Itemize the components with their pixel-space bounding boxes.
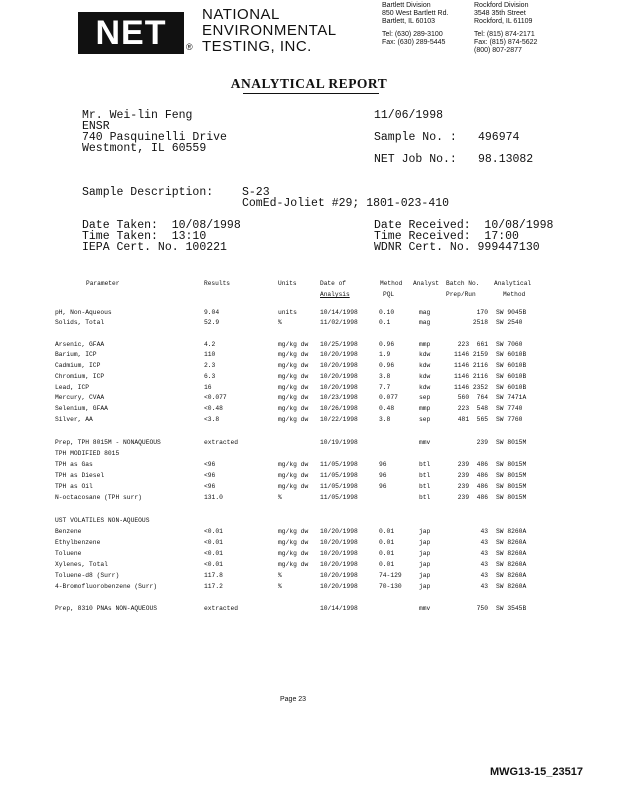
date-taken: Date Taken: 10/08/1998 [82, 219, 241, 232]
cell-batch: 43 [480, 572, 488, 579]
cell-batch: 481 565 [457, 416, 488, 423]
cell-batch: 43 [480, 561, 488, 568]
cell-units: mg/kg dw [278, 528, 309, 535]
cell-date: 10/20/1998 [320, 572, 358, 579]
cell-parameter: 4-Bromofluorobenzene (Surr) [55, 583, 158, 590]
registered-mark: ® [186, 42, 193, 52]
cell-method: SW 7760 [496, 416, 523, 423]
cell-parameter: Prep, 8310 PNAs NON-AQUEOUS [55, 605, 158, 612]
cell-date: 10/20/1998 [320, 362, 358, 369]
cell-analyst: btl [419, 494, 431, 501]
cell-parameter: Silver, AA [55, 416, 93, 423]
cell-pql: 74-129 [379, 572, 402, 579]
cell-method: SW 8015M [496, 461, 527, 468]
cell-method: SW 9045B [496, 309, 527, 316]
cell-result: 4.2 [204, 341, 216, 348]
job-no-value: 98.13082 [478, 153, 534, 166]
cell-result: <96 [204, 461, 216, 468]
time-received: Time Received: 17:00 [374, 230, 519, 243]
cell-pql: 0.01 [379, 528, 395, 535]
cell-units: % [278, 319, 282, 326]
client-name: Mr. Wei-lin Feng [82, 109, 193, 122]
cell-pql: 70-130 [379, 583, 402, 590]
cell-pql: 3.8 [379, 416, 391, 423]
bartlett-line: 850 West Bartlett Rd. [382, 10, 449, 18]
cell-units: mg/kg dw [278, 384, 309, 391]
col-method-2: Method [503, 291, 526, 298]
cell-result: extracted [204, 439, 239, 446]
cell-method: SW 8015M [496, 494, 527, 501]
cell-date: 10/20/1998 [320, 561, 358, 568]
cell-date: 10/20/1998 [320, 351, 358, 358]
cell-method: SW 7060 [496, 341, 523, 348]
rockford-line: (800) 807-2877 [474, 47, 522, 55]
cell-units: mg/kg dw [278, 351, 309, 358]
cell-units: mg/kg dw [278, 472, 309, 479]
cell-parameter: Solids, Total [55, 319, 105, 326]
cell-batch: 1146 2116 [453, 373, 488, 380]
cell-parameter: Chromium, ICP [55, 373, 105, 380]
cell-date: 10/22/1998 [320, 416, 358, 423]
cell-units: mg/kg dw [278, 405, 309, 412]
company-line-1: NATIONAL [202, 6, 280, 23]
cell-analyst: btl [419, 483, 431, 490]
cell-analyst: jap [419, 528, 431, 535]
cell-units: units [278, 309, 297, 316]
cell-date: 10/20/1998 [320, 539, 358, 546]
cell-pql: 0.96 [379, 341, 395, 348]
net-logo: NET [78, 12, 184, 54]
col-pql: PQL [383, 291, 395, 298]
cell-parameter: TPH as Diesel [55, 472, 105, 479]
cell-pql: 96 [379, 461, 387, 468]
bartlett-line: Bartlett, IL 60103 [382, 18, 436, 26]
cell-batch: 43 [480, 539, 488, 546]
cell-method: SW 6010B [496, 351, 527, 358]
cell-analyst: jap [419, 561, 431, 568]
cell-analyst: mmp [419, 341, 431, 348]
bartlett-division-address [382, 2, 448, 47]
cell-result: 117.8 [204, 572, 223, 579]
cell-method: SW 7740 [496, 405, 523, 412]
cell-parameter: pH, Non-Aqueous [55, 309, 112, 316]
rockford-line: Tel: (815) 874-2171 [474, 30, 535, 38]
cell-pql: 0.1 [379, 319, 391, 326]
cell-batch: 223 661 [457, 341, 488, 348]
cell-pql: 1.9 [379, 351, 391, 358]
cell-date: 11/05/1998 [320, 483, 358, 490]
job-no-label: NET Job No.: [374, 153, 457, 166]
cell-units: mg/kg dw [278, 539, 309, 546]
cell-result: <96 [204, 472, 216, 479]
date-received: Date Received: 10/08/1998 [374, 219, 554, 232]
report-title: ANALYTICAL REPORT [230, 76, 388, 91]
cell-analyst: jap [419, 572, 431, 579]
cell-pql: 0.96 [379, 362, 395, 369]
cell-analyst: sep [419, 416, 431, 423]
cell-analyst: kdw [419, 384, 431, 391]
cell-result: 6.3 [204, 373, 216, 380]
cell-result: 16 [204, 384, 212, 391]
rockford-line: Rockford, IL 61109 [474, 18, 533, 26]
sample-description-label: Sample Description: [82, 186, 214, 199]
cell-parameter: Benzene [55, 528, 82, 535]
bartlett-line: Bartlett Division [382, 2, 431, 9]
cell-pql: 0.077 [379, 394, 398, 401]
cell-analyst: mmv [419, 605, 431, 612]
cell-method: SW 8015M [496, 439, 527, 446]
cell-batch: 1146 2352 [453, 384, 488, 391]
document-id: MWG13-15_23517 [490, 766, 583, 778]
col-batch-no: Batch No. [446, 280, 480, 287]
cell-result: <0.48 [204, 405, 223, 412]
cell-batch: 43 [480, 583, 488, 590]
rockford-division-address [474, 2, 537, 55]
sample-description-site: ComEd-Joliet #29; 1801-023-410 [242, 197, 450, 210]
cell-units: % [278, 572, 282, 579]
col-method: Method [380, 280, 403, 287]
cell-method: SW 8260A [496, 561, 527, 568]
cell-analyst: mmv [419, 439, 431, 446]
cell-result: <96 [204, 483, 216, 490]
cell-analyst: kdw [419, 351, 431, 358]
cell-parameter: Toluene [55, 550, 82, 557]
cell-date: 10/20/1998 [320, 373, 358, 380]
sample-no-label: Sample No. : [374, 131, 457, 144]
bartlett-line: Fax: (630) 289-5445 [382, 38, 446, 46]
cell-method: SW 7471A [496, 394, 527, 401]
cell-parameter: Ethylbenzene [55, 539, 101, 546]
cell-pql: 96 [379, 472, 387, 479]
cell-analyst: mmp [419, 405, 431, 412]
cell-batch: 43 [480, 550, 488, 557]
sample-no-value: 496974 [478, 131, 520, 144]
cell-result: <0.077 [204, 394, 227, 401]
cell-result: 2.3 [204, 362, 216, 369]
cell-method: SW 8260A [496, 572, 527, 579]
cell-method: SW 6010B [496, 373, 527, 380]
cell-analyst: btl [419, 472, 431, 479]
cell-result: 9.04 [204, 309, 220, 316]
cell-batch: 239 486 [457, 461, 488, 468]
cell-batch: 1146 2116 [453, 362, 488, 369]
cell-analyst: kdw [419, 362, 431, 369]
client-street: 740 Pasquinelli Drive [82, 131, 227, 144]
cell-pql: 0.01 [379, 561, 395, 568]
cell-parameter: TPH MODIFIED 8015 [55, 450, 120, 457]
cell-method: SW 8260A [496, 550, 527, 557]
cell-result: <0.01 [204, 550, 223, 557]
cell-pql: 7.7 [379, 384, 391, 391]
cell-date: 10/14/1998 [320, 605, 358, 612]
rockford-line: Rockford Division [474, 2, 529, 9]
col-results: Results [204, 280, 230, 287]
cell-analyst: mag [419, 319, 431, 326]
report-date: 11/06/1998 [374, 109, 444, 122]
company-line-3: TESTING, INC. [202, 38, 312, 55]
cell-date: 10/20/1998 [320, 384, 358, 391]
cell-analyst: mag [419, 309, 431, 316]
cell-batch: 560 764 [457, 394, 488, 401]
cell-result: <0.01 [204, 528, 223, 535]
cell-method: SW 6010B [496, 362, 527, 369]
cell-parameter: N-octacosane (TPH surr) [55, 494, 142, 501]
cell-date: 10/20/1998 [320, 550, 358, 557]
cell-analyst: sep [419, 394, 431, 401]
wdnr-cert: WDNR Cert. No. 999447130 [374, 241, 540, 254]
cell-batch: 239 [476, 439, 488, 446]
cell-pql: 96 [379, 483, 387, 490]
cell-method: SW 2540 [496, 319, 523, 326]
cell-parameter: Toluene-d8 (Surr) [55, 572, 120, 579]
cell-result: extracted [204, 605, 239, 612]
cell-batch: 170 [476, 309, 488, 316]
col-analytical: Analytical [494, 280, 532, 287]
cell-method: SW 8260A [496, 528, 527, 535]
cell-units: % [278, 583, 282, 590]
col-units: Units [278, 280, 297, 287]
cell-parameter: Cadmium, ICP [55, 362, 101, 369]
cell-result: 52.9 [204, 319, 220, 326]
page-number: Page 23 [280, 696, 307, 703]
cell-result: 110 [204, 351, 216, 358]
cell-batch: 223 548 [457, 405, 488, 412]
cell-parameter: Xylenes, Total [55, 561, 108, 568]
cell-units: mg/kg dw [278, 550, 309, 557]
cell-result: <3.8 [204, 416, 220, 423]
cell-analyst: kdw [419, 373, 431, 380]
cell-date: 11/05/1998 [320, 494, 358, 501]
cell-batch: 239 486 [457, 483, 488, 490]
rockford-line: Fax: (815) 874-5622 [474, 38, 538, 46]
sample-description-id: S-23 [242, 186, 270, 199]
cell-batch: 1146 2159 [453, 351, 488, 358]
rockford-line: 3548 35th Street [474, 10, 526, 18]
cell-method: SW 8015M [496, 483, 527, 490]
cell-method: SW 8260A [496, 583, 527, 590]
col-analysis: Analysis [320, 291, 350, 298]
cell-units: mg/kg dw [278, 561, 309, 568]
cell-result: 117.2 [204, 583, 223, 590]
cell-date: 10/20/1998 [320, 583, 358, 590]
col-date-of: Date of [320, 280, 346, 287]
cell-analyst: btl [419, 461, 431, 468]
cell-pql: 0.01 [379, 550, 395, 557]
cell-result: 131.0 [204, 494, 223, 501]
cell-parameter: TPH as Gas [55, 461, 93, 468]
cell-result: <0.01 [204, 561, 223, 568]
cell-method: SW 8260A [496, 539, 527, 546]
cell-date: 10/14/1998 [320, 309, 358, 316]
cell-units: mg/kg dw [278, 362, 309, 369]
cell-date: 10/23/1998 [320, 394, 358, 401]
cell-parameter: TPH as Oil [55, 483, 93, 490]
cell-units: mg/kg dw [278, 373, 309, 380]
cell-analyst: jap [419, 539, 431, 546]
cell-result: <0.01 [204, 539, 223, 546]
cell-date: 10/25/1998 [320, 341, 358, 348]
cell-date: 10/19/1998 [320, 439, 358, 446]
cell-method: SW 3545B [496, 605, 527, 612]
cell-pql: 0.10 [379, 309, 395, 316]
cell-date: 11/05/1998 [320, 461, 358, 468]
cell-units: mg/kg dw [278, 416, 309, 423]
cell-units: % [278, 494, 282, 501]
bartlett-line: Tel: (630) 289-3100 [382, 30, 443, 38]
cell-analyst: jap [419, 583, 431, 590]
company-name [202, 7, 337, 55]
col-analyst: Analyst [413, 280, 439, 287]
cell-date: 10/20/1998 [320, 528, 358, 535]
cell-parameter: Arsenic, GFAA [55, 341, 105, 348]
cell-pql: 0.01 [379, 539, 395, 546]
cell-parameter: Lead, ICP [55, 384, 90, 391]
cell-parameter: UST VOLATILES NON-AQUEOUS [55, 517, 150, 524]
cell-batch: 43 [480, 528, 488, 535]
client-city: Westmont, IL 60559 [82, 142, 207, 155]
cell-units: mg/kg dw [278, 461, 309, 468]
cell-units: mg/kg dw [278, 341, 309, 348]
time-taken: Time Taken: 13:10 [82, 230, 207, 243]
cell-date: 10/26/1998 [320, 405, 358, 412]
cell-date: 11/02/1998 [320, 319, 358, 326]
col-parameter: Parameter [86, 280, 120, 287]
cell-batch: 239 486 [457, 494, 488, 501]
cell-pql: 3.8 [379, 373, 391, 380]
cell-parameter: Prep, TPH 8015M - NONAQUEOUS [55, 439, 161, 446]
cell-analyst: jap [419, 550, 431, 557]
cell-method: SW 6010B [496, 384, 527, 391]
cell-batch: 750 [476, 605, 488, 612]
cell-batch: 239 486 [457, 472, 488, 479]
cell-units: mg/kg dw [278, 483, 309, 490]
cell-parameter: Mercury, CVAA [55, 394, 105, 401]
client-company: ENSR [82, 120, 110, 133]
cell-pql: 0.48 [379, 405, 395, 412]
cell-units: mg/kg dw [278, 394, 309, 401]
cell-batch: 2518 [472, 319, 488, 326]
col-prep-run: Prep/Run [446, 291, 476, 298]
title-underline [243, 93, 379, 94]
cell-date: 11/05/1998 [320, 472, 358, 479]
iepa-cert: IEPA Cert. No. 100221 [82, 241, 227, 254]
cell-parameter: Selenium, GFAA [55, 405, 108, 412]
cell-parameter: Barium, ICP [55, 351, 97, 358]
cell-method: SW 8015M [496, 472, 527, 479]
company-line-2: ENVIRONMENTAL [202, 22, 337, 39]
